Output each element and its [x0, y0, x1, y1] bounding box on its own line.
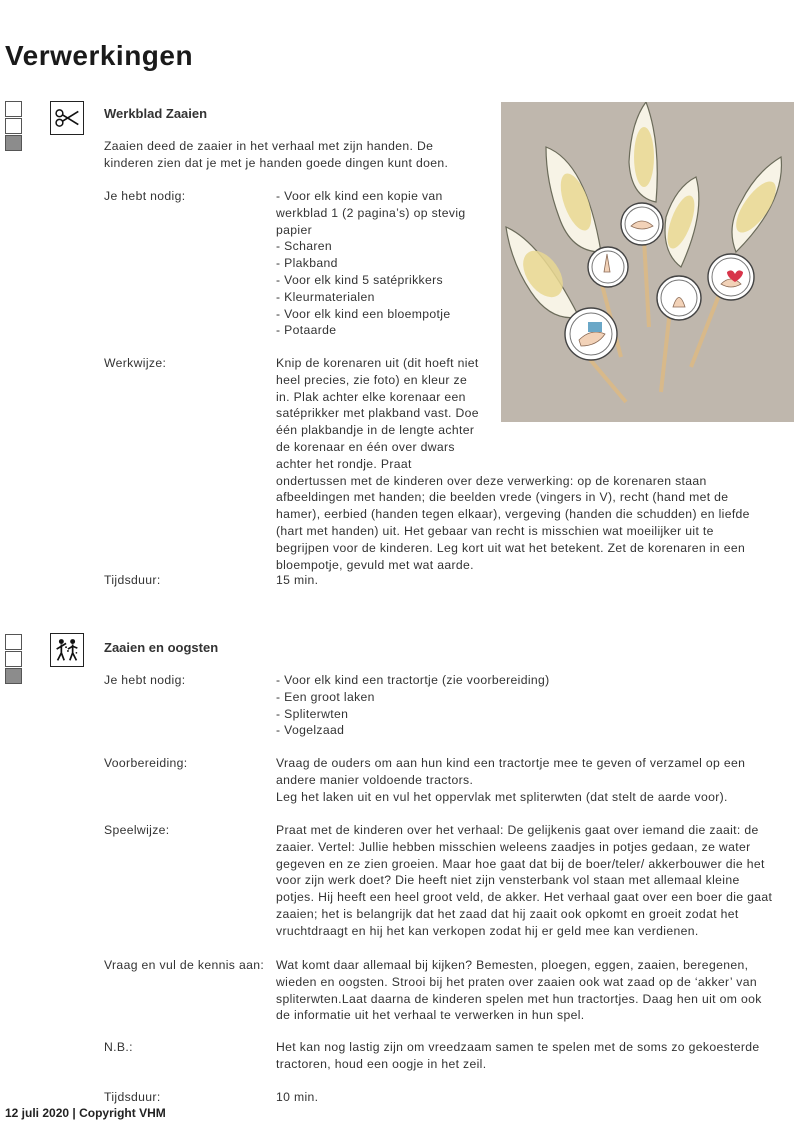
- list-item: - Een groot laken: [276, 689, 375, 704]
- sowing-figures-icon: [50, 633, 84, 667]
- list-item: - Voor elk kind een tractortje (zie voorbereiding): [276, 673, 550, 687]
- play-label: Speelwijze:: [104, 823, 170, 837]
- needs-label: Je hebt nodig:: [104, 673, 186, 687]
- list-item: - Vogelzaad: [276, 723, 345, 738]
- page-title: Verwerkingen: [5, 40, 194, 71]
- section-title-zaaien-en-oogsten: Zaaien en oogsten: [104, 640, 219, 655]
- needs-list: [276, 672, 776, 739]
- level-indicator: [5, 101, 22, 152]
- level-box-empty: [5, 651, 22, 667]
- section1-intro: Zaaien deed de zaaier in het verhaal met zijn handen. De kinderen zien dat je met je handen goede dingen kunt doen.: [104, 139, 449, 170]
- needs-label: Je hebt nodig:: [104, 189, 186, 203]
- list-item: - Potaarde: [276, 323, 337, 338]
- duration-value: 15 min.: [276, 573, 319, 587]
- level-indicator: [5, 634, 22, 685]
- duration-label: Tijdsduur:: [104, 1090, 161, 1104]
- method-label: Werkwijze:: [104, 356, 167, 370]
- play-text: Praat met de kinderen over het verhaal: De gelijkenis gaat over iemand die zaait: de zaaier. Vertel: Jullie hebben misschien weleens zaadjes in potjes gedaan, ze water gegeven en ze zien groeien. Maar hoe gaat dat bij de boer/teler/ akkerbouwer die het voor zijn werk doet? Die heeft niet zijn vensterbank vol staan met allemaal kleine potjes. Hij heeft een heel groot veld, de akker. Het verhaal gaat over een boer die gaat zaaien; het is belangrijk dat het zaad dat hij zaait ook opkomt en groeit zodat het vruchtdraagt en hij het kan verkopen zodat hij er geld mee kan verdienen.: [276, 823, 773, 938]
- level-box-empty: [5, 634, 22, 650]
- list-item: - Spliterwten: [276, 706, 349, 721]
- wheat-ears-craft-photo: [501, 102, 794, 422]
- list-item: - Voor elk kind 5 satéprikkers: [276, 272, 443, 287]
- duration-label: Tijdsduur:: [104, 573, 161, 587]
- prep-text: Vraag de ouders om aan hun kind een tractortje mee te geven of verzamel op een andere manier voldoende tractors. Leg het laken uit en vul het oppervlak met spliterwten (dat stelt de aarde voor).: [276, 756, 746, 804]
- level-box-empty: [5, 101, 22, 117]
- footer-copyright: 12 juli 2020 | Copyright VHM: [5, 1106, 166, 1120]
- method-paragraph: Knip de korenaren uit (dit hoeft niet heel precies, zie foto) en kleur ze in. Plak achter elke korenaar een satéprikker met plakband vast. Doe één plakbandje in de lengte achter de korenaar en één over dwars achter het rondje. Praat ondertussen met de kinderen over deze verwerking: op de korenaren staan afbeeldingen met handen; die beelden vrede (vingers in V), recht (hand met de hamer), eerbied (handen tegen elkaar), vergeving (handen die schudden) en liefde (hart met handen) uit. Het gebaar van recht is misschien wat moeilijker uit te begrijpen voor de kinderen. Leg kort uit wat het betekent. Zet de korenaren in een bloempotje, gevuld met wat aarde.: [276, 356, 750, 572]
- prep-label: Voorbereiding:: [104, 756, 188, 770]
- list-item: - Voor elk kind een kopie van werkblad 1 (2 pagina’s) op stevig papier: [276, 189, 466, 237]
- duration-value: 10 min.: [276, 1090, 319, 1104]
- list-item: - Scharen: [276, 239, 332, 254]
- nb-text: Het kan nog lastig zijn om vreedzaam samen te spelen met de soms zo gekoesterde tractoren, houd een oogje in het zeil.: [276, 1040, 760, 1071]
- question-label: Vraag en vul de kennis aan:: [104, 958, 265, 972]
- list-item: - Plakband: [276, 256, 338, 271]
- nb-label: N.B.:: [104, 1040, 133, 1054]
- list-item: - Voor elk kind een bloempotje: [276, 306, 451, 321]
- list-item: - Kleurmaterialen: [276, 289, 375, 304]
- level-box-filled: [5, 668, 22, 684]
- level-box-filled: [5, 135, 22, 151]
- scissors-icon: [50, 101, 84, 135]
- section-title-werkblad-zaaien: Werkblad Zaaien: [104, 106, 208, 121]
- question-text: Wat komt daar allemaal bij kijken? Bemesten, ploegen, eggen, zaaien, beregenen, wieden en oogsten. Strooi bij het praten over zaaien ook wat zaad op de ‘akker’ van spliterwten.Laat daarna de kinderen spelen met hun tractortjes. Daag hen uit om ook de informatie uit het verhaal te verwerken in hun spel.: [276, 958, 762, 1023]
- needs-list: [276, 188, 488, 339]
- level-box-empty: [5, 118, 22, 134]
